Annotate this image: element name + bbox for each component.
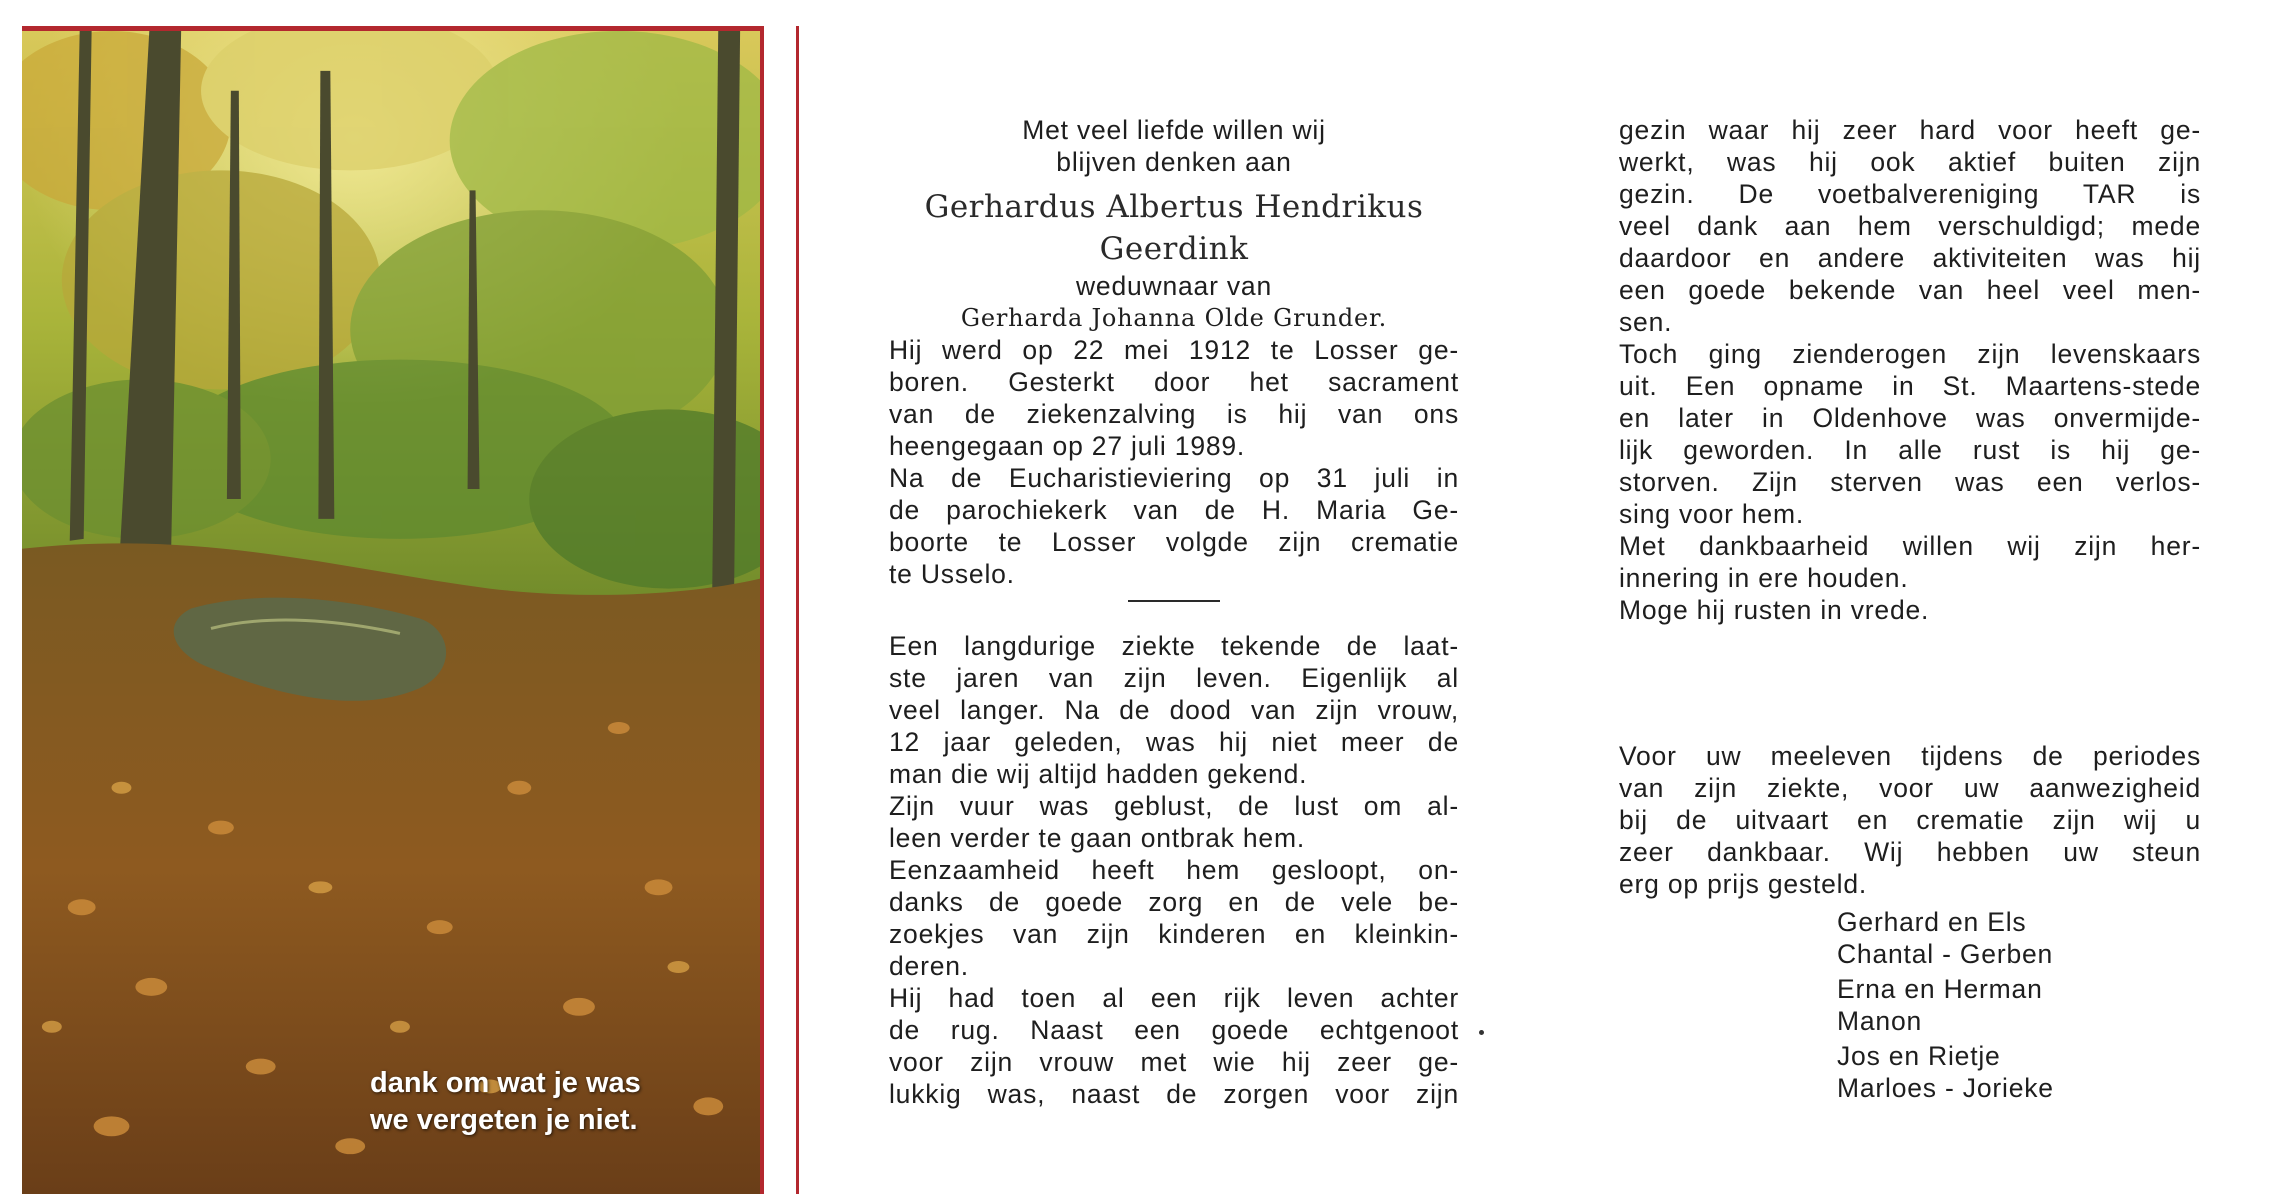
bio1-line: boren. Gesterkt door het sacrament [889,367,1459,397]
signer-line: Jos en Rietje [1837,1041,2001,1071]
bio3-line: een goede bekende van heel veel men- [1619,275,2201,305]
signer-line: Manon [1837,1006,1923,1036]
right-text-column [1619,114,2201,626]
intro-line-2: blijven denken aan [1056,147,1292,177]
bio2-line: voor zijn vrouw met wie hij zeer ge- [889,1047,1459,1077]
left-text-column [889,114,1459,1110]
bio2-line: 12 jaar geleden, was hij niet meer de [889,727,1459,757]
bio2-line: ste jaren van zijn leven. Eigenlijk al [889,663,1459,693]
bio1-line: van de ziekenzalving is hij van ons [889,399,1459,429]
photo-caption [370,1065,750,1139]
bio3-line: gezin waar hij zeer hard voor heeft ge- [1619,115,2201,145]
bio2-line: Eenzaamheid heeft hem gesloopt, on- [889,855,1459,885]
bio1-line: boorte te Losser volgde zijn crematie [889,527,1459,557]
bio1-line: de parochiekerk van de H. Maria Ge- [889,495,1459,525]
deceased-name-line-2: Geerdink [1099,231,1249,267]
bio1-line: te Usselo. [889,559,1015,589]
thanks-line: Voor uw meeleven tijdens de periodes [1619,741,2201,771]
signers-list [1837,906,2054,1107]
bio3-line: uit. Een opname in St. Maartens-stede [1619,371,2201,401]
bio3-line: storven. Zijn sterven was een verlos- [1619,467,2201,497]
signer-line: Marloes - Jorieke [1837,1073,2054,1103]
widow-name: Gerharda Johanna Olde Grunder. [960,304,1388,332]
bio1-line: Na de Eucharistieviering op 31 juli in [889,463,1459,493]
bio1-line: Hij werd op 22 mei 1912 te Losser ge- [889,335,1459,365]
signer-group-3 [1837,1040,2054,1104]
thanks-paragraph [1619,740,2201,900]
bio2-line: danks de goede zorg en de vele be- [889,887,1459,917]
deceased-name-line-1: Gerhardus Albertus Hendrikus [924,189,1424,225]
signer-group-1 [1837,906,2054,970]
bio2-line: man die wij altijd hadden gekend. [889,759,1308,789]
bio2-line: zoekjes van zijn kinderen en kleinkin- [889,919,1459,949]
memorial-text-card [796,26,2284,1194]
bio3-line: Toch ging zienderogen zijn levenskaars [1619,339,2201,369]
bio1-line: heengegaan op 27 juli 1989. [889,431,1246,461]
bio2-line: veel langer. Na de dood van zijn vrouw, [889,695,1459,725]
bio2-line: leen verder te gaan ontbrak hem. [889,823,1305,853]
signer-line: Chantal - Gerben [1837,939,2054,969]
bio2-line: deren. [889,951,969,981]
bio3-line: lijk geworden. In alle rust is hij ge- [1619,435,2201,465]
bio2-line: de rug. Naast een goede echtgenoot [889,1015,1459,1045]
bio3-line: Moge hij rusten in vrede. [1619,595,1930,625]
caption-line-2: we vergeten je niet. [370,1104,638,1136]
bio3-line: Met dankbaarheid willen wij zijn her- [1619,531,2201,561]
thanks-line: bij de uitvaart en crematie zijn wij u [1619,805,2201,835]
signer-line: Erna en Herman [1837,974,2043,1004]
signer-group-2 [1837,973,2054,1037]
bio2-line: Een langdurige ziekte tekende de laat- [889,631,1459,661]
thanks-line: erg op prijs gesteld. [1619,869,1868,899]
bio2-line: lukkig was, naast de zorgen voor zijn [889,1079,1459,1109]
thanks-line: van zijn ziekte, voor uw aanwezigheid [1619,773,2201,803]
stray-dot-mark [1479,1030,1484,1035]
thanks-line: zeer dankbaar. Wij hebben uw steun [1619,837,2201,867]
signer-line: Gerhard en Els [1837,907,2027,937]
bio2-line: Zijn vuur was geblust, de lust om al- [889,791,1459,821]
bio3-line: daardoor en andere aktiviteiten was hij [1619,243,2201,273]
bio3-line: werkt, was hij ook aktief buiten zijn [1619,147,2201,177]
bio3-line: sing voor hem. [1619,499,1805,529]
intro-line-1: Met veel liefde willen wij [1022,115,1326,145]
bio3-line: sen. [1619,307,1673,337]
bio3-line: gezin. De voetbalvereniging TAR is [1619,179,2201,209]
bio2-line: Hij had toen al een rijk leven achter [889,983,1459,1013]
widow-label: weduwnaar van [1075,271,1273,301]
autumn-forest-illustration [22,31,760,1194]
bio3-line: innering in ere houden. [1619,563,1909,593]
forest-photo-card [22,26,764,1194]
bio3-line: en later in Oldenhove was onvermijde- [1619,403,2201,433]
caption-line-1: dank om wat je was [370,1067,641,1099]
section-divider [1128,600,1220,602]
bio3-line: veel dank aan hem verschuldigd; mede [1619,211,2201,241]
